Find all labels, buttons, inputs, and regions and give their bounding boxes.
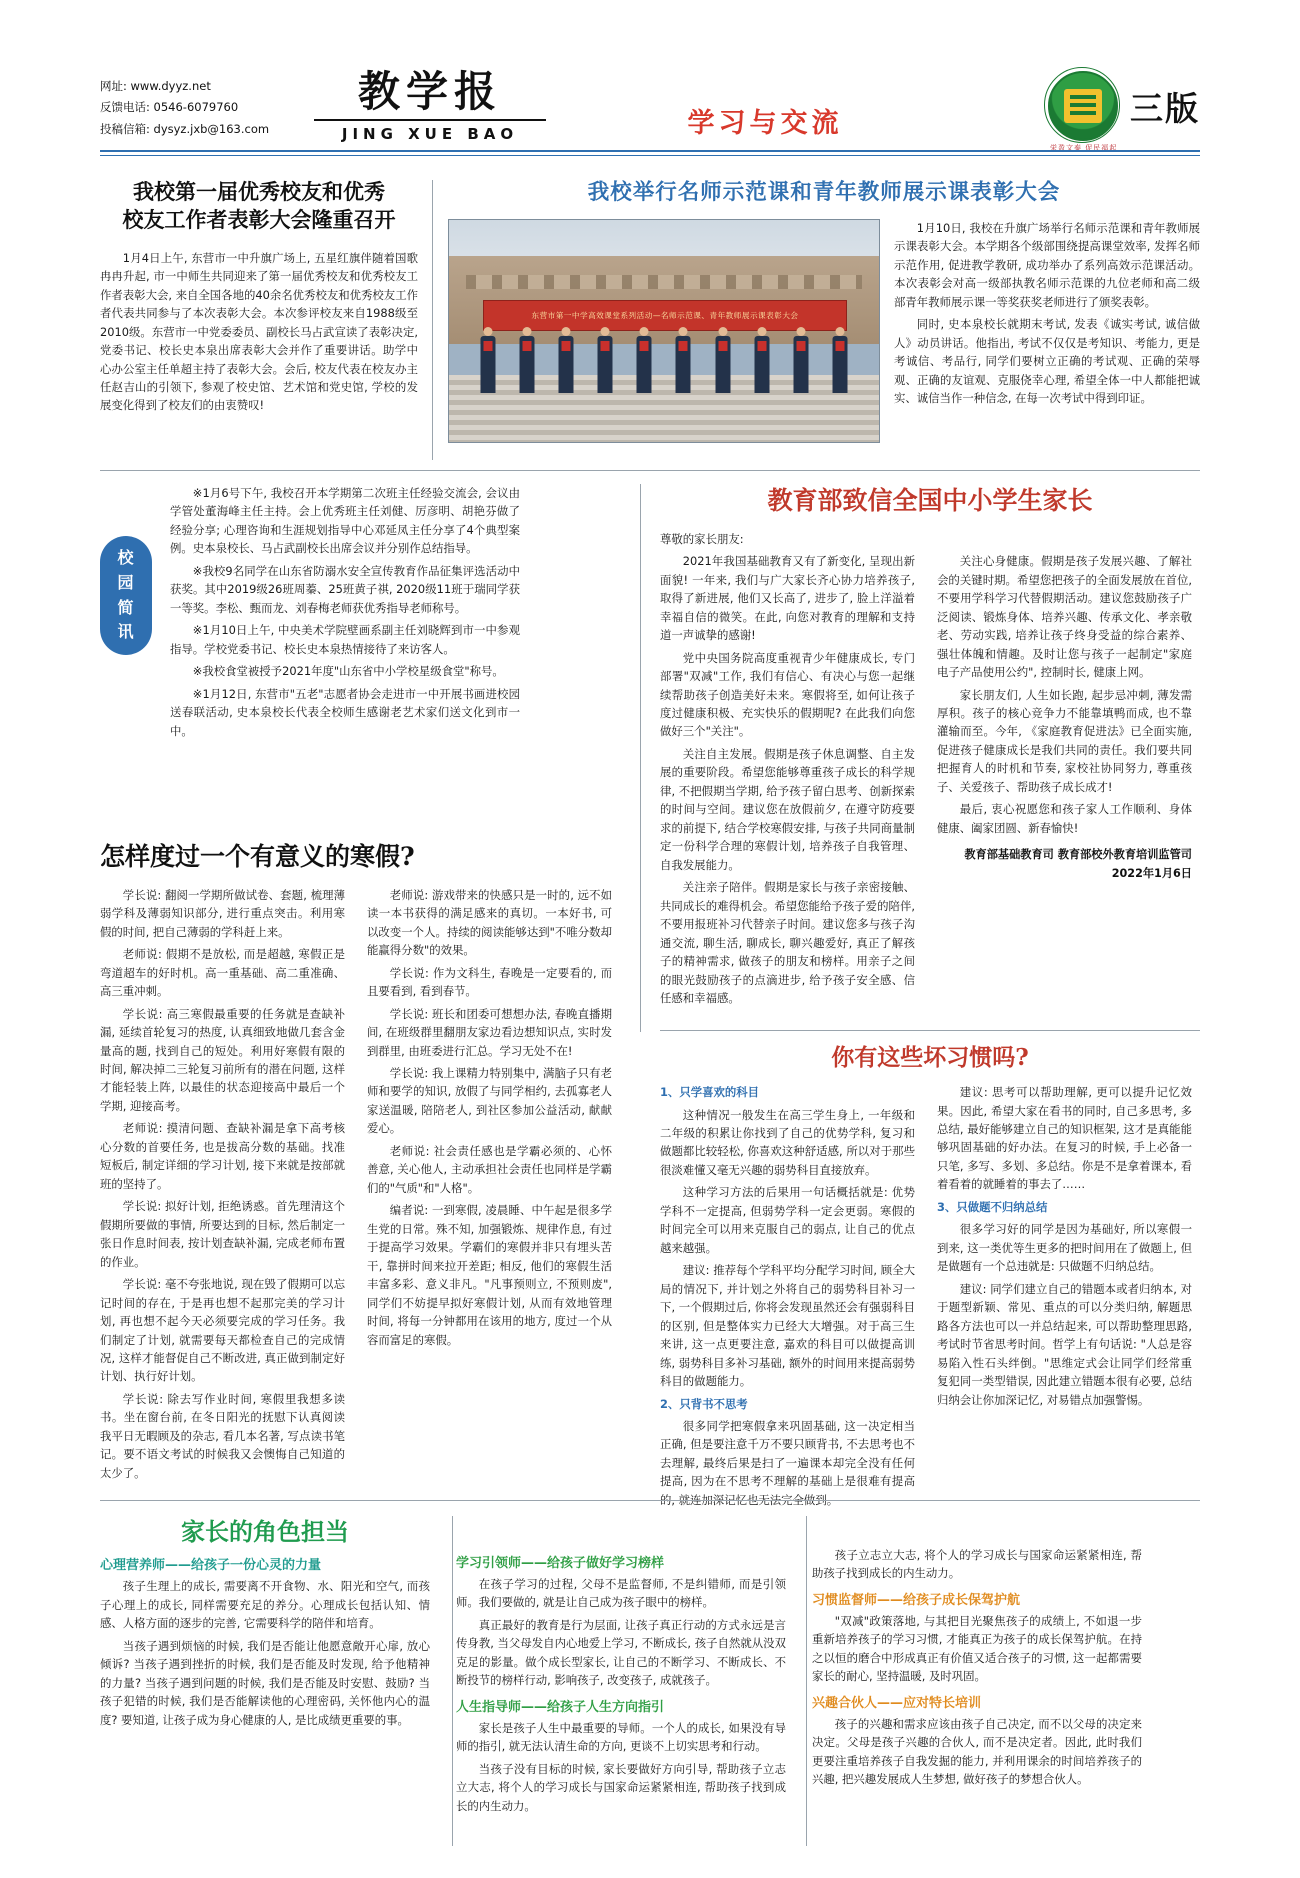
habit-head: 2、只背书不思考 — [660, 1396, 748, 1411]
campus-brief-item: ※1月12日, 东营市"五老"志愿者协会走进市一中开展书画进校园送春联活动, 史本泉校长代表全校师生感谢老艺术家们送文化到市一中。 — [170, 686, 520, 738]
campus-brief-item: ※我校食堂被授予2021年度"山东省中小学校星级食堂"称号。 — [192, 664, 504, 679]
article-alumni-title: 我校第一届优秀校友和优秀 校友工作者表彰大会隆重召开 — [122, 179, 396, 233]
winter-para: 老师说: 社会责任感也是学霸必须的、心怀善意, 关心他人, 主动承担社会责任也同样是学霸们的"气质"和"人格"。 — [367, 1143, 612, 1195]
article-alumni — [100, 178, 418, 419]
parents-para: 家长是孩子人生中最重要的导师。一个人的成长, 如果没有导师的指引, 就无法认清生命的方向, 更谈不上切实思考和行动。 — [456, 1720, 786, 1754]
masthead — [100, 60, 1200, 152]
page-number: 三版 — [1130, 88, 1200, 128]
campus-brief-item: ※1月6号下午, 我校召开本学期第二次班主任经验交流会, 会议由学管处董海峰主任主持。会上优秀班主任刘健、厉彦明、胡艳芬做了经验分享; 心理咨询和生涯规划指导中心邓延凤主任分享了4个典型案例。史本泉校长、马占武副校长出席会议并分别作总结指导。 — [170, 486, 520, 556]
habit-head: 3、只做题不归纳总结 — [937, 1199, 1048, 1214]
parents-section-head: 心理营养师——给孩子一份心灵的力量 — [100, 1558, 322, 1574]
winter-para: 老师说: 游戏带来的快感只是一时的, 远不如读一本书获得的满足感来的真切。一本好书, 可以改变一个人。持续的阅读能够达到"不唯分数却能赢得分数"的效果。 — [367, 887, 612, 958]
masthead-right — [970, 71, 1200, 152]
photo-banner-text: 东营市第一中学高效课堂系列活动—名师示范课、青年教师展示课表彰大会 — [483, 300, 846, 331]
winter-para: 学长说: 我上课精力特别集中, 满脑子只有老师和要学的知识, 放假了与同学相约, 去孤寡老人家送温暖, 陪陪老人, 到社区参加公益活动, 献献爱心。 — [367, 1065, 612, 1136]
habit-para: 建议: 推荐每个学科平均分配学习时间, 顾全大局的情况下, 并计划之外将自己的弱势科目补习一下, 一个假期过后, 你将会发现虽然还会有强弱科目的区别, 但是整体实力已经大大增强。对于高三生来讲, 这一点更要注意, 嘉欢的科目可以做提高训练, 弱势科目多补习基础, 额外的时间用来提高弱势科目的做题能力。 — [660, 1263, 915, 1389]
section-rule-2 — [660, 1030, 1200, 1031]
school-logo-icon — [1048, 71, 1118, 152]
section-rule-1 — [100, 470, 1200, 471]
moe-para: 关注亲子陪伴。假期是家长与孩子亲密接触、共同成长的难得机会。希望您能给予孩子爱的陪伴, 不要用报班补习代替亲子时间。建议您多与孩子沟通交流, 聊生活, 聊成长, 聊兴趣爱好, 真正了解孩子的精神需求, 做孩子的朋友和榜样。用亲子之间的眼光鼓励孩子的点滴进步, 给予孩子安全感、信任感和幸福感。 — [660, 880, 915, 1005]
parents-para: 孩子立志立大志, 将个人的学习成长与国家命运紧紧相连, 帮助孩子找到成长的内生动力。 — [812, 1548, 1142, 1581]
article-parents-role-title: 家长的角色担当 — [181, 1517, 349, 1546]
habit-para: 这种学习方法的后果用一句话概括就是: 优势学科不一定提高, 但弱势学科一定会更弱。寒假的时间完全可以用来克服自己的弱点, 让自己的优点越来越强。 — [660, 1185, 915, 1255]
parents-section-head: 学习引领师——给孩子做好学习榜样 — [456, 1556, 665, 1571]
campus-brief — [100, 484, 520, 744]
masthead-contact-info — [100, 72, 300, 140]
website-label: 网址: www.dyyz.net — [100, 79, 211, 94]
column-divider-3 — [452, 1516, 453, 1846]
article-winter-vacation-title: 怎样度过一个有意义的寒假? — [100, 842, 415, 871]
feedback-phone-label: 反馈电话: 0546-6079760 — [100, 100, 239, 115]
winter-para: 老师说: 摸清问题、查缺补漏是拿下高考核心分数的首要任务, 也是拔高分数的基础。找准短板后, 制定详细的学习计划, 接下来就是按部就班的坚持了。 — [100, 1121, 345, 1191]
newspaper-title — [300, 66, 560, 144]
article-moe-letter-title: 教育部致信全国中小学生家长 — [767, 486, 1093, 515]
masthead-rule — [100, 150, 1200, 152]
article-teaching-award-title: 我校举行名师示范课和青年教师展示课表彰大会 — [587, 180, 1061, 205]
campus-brief-item: ※我校9名同学在山东省防溺水安全宣传教育作品征集评选活动中获奖。其中2019级26班周蓁、25班黄子祺, 2020级11班于瑞同学获一等奖。李松、甄而龙、刘春梅老师获优秀指导老师称号。 — [170, 563, 520, 615]
moe-para: 党中央国务院高度重视青少年健康成长, 专门部署"双减"工作, 我们有信心、有决心与您一起继续帮助孩子创造美好未来。寒假将至, 如何让孩子度过健康积极、充实快乐的假期呢? 在此我们向您做好三个"关注"。 — [660, 650, 915, 739]
winter-para: 学长说: 高三寒假最重要的任务就是查缺补漏, 延续首轮复习的热度, 认真细致地做几套含金量高的题, 找到自己的短处。利用好寒假有限的时间, 解决掉二三轮复习前所有的潜在问题, 这样才能轻装上阵, 以最佳的状态迎接高中最后一个学期, 迎接高考。 — [100, 1006, 345, 1113]
parents-para: 孩子生理上的成长, 需要离不开食物、水、阳光和空气, 而孩子心理上的成长, 同样需要充足的养分。心理成长包括认知、情感、人格方面的逐步的完善, 它需要科学的陪伴和培育。 — [100, 1579, 430, 1631]
parents-para: 当孩子没有目标的时候, 家长要做好方向引导, 帮助孩子立志立大志, 将个人的学习成长与国家命运紧紧相连, 帮助孩子找到成长的内生动力。 — [456, 1761, 786, 1813]
campus-brief-label: 校 园 简 讯 — [100, 536, 152, 655]
section-rule-3 — [100, 1500, 1200, 1501]
parents-para: 真正最好的教育是行为层面, 让孩子真正行动的方式永远是言传身教, 当父母发自内心地爱上学习, 不断成长, 孩子自然就从没双克足的影量。做个成长型家长, 让自己的不断学习、不断成长、不断投节的榜样行动, 影响孩子, 改变孩子, 成就孩子。 — [456, 1617, 786, 1688]
column-divider-1 — [432, 180, 433, 460]
habit-para: 建议: 同学们建立自己的错题本或者归纳本, 对于题型新颖、常见、重点的可以分类归纳, 解题思路各方法也可以一并总结起来, 可以帮助整理思路, 考试时节省思考时间。哲学上有句话说: "人总是容易陷入性石头绊倒。"思维定式会让同学们经常重复犯同一类型错误, 因此建立错题本很有必要, 总结归纳会让你加深记忆, 对易错点加强警惕。 — [937, 1281, 1192, 1407]
parents-section-head: 习惯监督师——给孩子成长保驾护航 — [812, 1592, 1021, 1608]
winter-para: 学长说: 作为文科生, 春晚是一定要看的, 而且要看到, 看到春节。 — [367, 965, 612, 999]
campus-brief-item: ※1月10日上午, 中央美术学院壁画系副主任刘晓辉到市一中参观指导。学校党委书记、校长史本泉热情接待了来访客人。 — [170, 623, 520, 656]
parents-para: 孩子的兴趣和需求应该由孩子自己决定, 而不以父母的决定来决定。父母是孩子兴趣的合伙人, 而不是决定者。因此, 此时我们更要注重培养孩子自我发掘的能力, 并利用课余的时间培养孩子的兴趣, 把兴趣发展成人生梦想, 做好孩子的梦想合伙人。 — [812, 1716, 1142, 1787]
moe-sign-date: 2022年1月6日 — [1111, 867, 1192, 881]
article-alumni-body: 1月4日上午, 东营市一中升旗广场上, 五星红旗伴随着国歌冉冉升起, 市一中师生共同迎来了第一届优秀校友和优秀校友工作者表彰大会, 来自全国各地的40余名优秀校友和优秀校友工作者代表共同参与了本次表彰大会。本次参评校友来自1988级至2010级。东营市一中党委委员、副校长马占武宣读了表彰决定, 党委书记、校长史本泉出席表彰大会并作了重要讲话。助学中心办公室主任单超主持了表彰大会。会后, 校友代表在校友办主任赵吉山的引领下, 参观了校史馆、艺术馆和党史馆, 学校的发展变化得到了校友们的由衷赞叹! — [100, 250, 418, 413]
parents-section-head: 人生指导师——给孩子人生方向指引 — [456, 1699, 665, 1715]
winter-para: 学长说: 班长和团委可想想办法, 春晚直播期间, 在班级群里翻朋友家边看边想知识点, 实时发到群里, 由班委进行汇总。学习无处不在! — [367, 1006, 612, 1058]
newspaper-title-cn: 教学报 — [357, 66, 502, 116]
newspaper-title-en: JING XUE BAO — [341, 125, 519, 144]
moe-salutation: 尊敬的家长朋友: — [660, 531, 744, 546]
winter-para: 老师说: 假期不是放松, 而是超越, 寒假正是弯道超车的好时机。高一重基础、高二重准确、高三重冲刺。 — [100, 947, 345, 999]
habit-head: 1、只学喜欢的科目 — [660, 1085, 760, 1100]
parents-para: 当孩子遇到烦恼的时候, 我们是否能让他愿意敞开心扉, 放心倾诉? 当孩子遇到挫折的时候, 我们是否能及时发现, 给予他精神的力量? 当孩子遇到问题的时候, 我们是否能及时安慰、鼓励? 当孩子犯错的时候, 我们是否能解读他的心理密码, 关怀他内心的温度? 要知道, 让孩子成为身心健康的人, 是比成绩更重要的事。 — [100, 1638, 430, 1727]
moe-para: 关注自主发展。假期是孩子休息调整、自主发展的重要阶段。希望您能够尊重孩子成长的科学规律, 不把假期当学期, 给予孩子留白思考、创新探索的时间与空间。建议您在放假前夕, 在遵守防疫要求的前提下, 结合学校寒假安排, 与孩子共同商量制定一份科学合理的寒假计划, 培养孩子自我管理、自我发展能力。 — [660, 746, 915, 872]
moe-para: 关注心身健康。假期是孩子发展兴趣、了解社会的关键时期。希望您把孩子的全面发展放在首位, 不要用学科学习代替假期活动。建议您鼓励孩子广泛阅读、锻炼身体、培养兴趣、传承文化、孝亲敬老、劳动实践, 培养让孩子终身受益的综合素养、强壮体魄和情趣。及时让您与孩子一起制定"家庭电子产品使用公约", 控制时长, 健康上网。 — [937, 554, 1192, 680]
moe-sign-org: 教育部基础教育司 教育部校外教育培训监管司 — [964, 848, 1192, 862]
article-winter-vacation — [100, 840, 620, 1486]
winter-para: 学长说: 毫不夸张地说, 现在毁了假期可以忘记时间的存在, 于是再也想不起那完美的学习计划, 再也想不起今天必须要完成的学习任务。我们制定了计划, 就需要每天都检查自己的完成情况, 这样才能督促自己不断改进, 真正做到制定好计划、执行好计划。 — [100, 1277, 345, 1384]
article-teaching-award-p2: 同时, 史本泉校长就期末考试, 发表《诚实考试, 诚信做人》动员讲话。他指出, 考试不仅仅是考知识、考能力, 更是考诚信、考品行, 同学们要树立正确的考试观、正确的荣辱观、正确的友谊观、克服侥幸心理, 希望全体一中人都能把诚实、诚信当作一种信念, 在每一次考试中得到印证。 — [894, 317, 1200, 406]
submission-mail-label: 投稿信箱: dysyz.jxb@163.com — [100, 121, 270, 136]
article-moe-letter — [660, 484, 1200, 1011]
winter-para: 学长说: 除去写作业时间, 寒假里我想多读书。坐在窗台前, 在冬日阳光的抚慰下认真阅读我平日无暇顾及的杂志, 看几本名著, 写点读书笔记。要不语文考试的时候我又会懊悔自己知道的太少了。 — [100, 1391, 345, 1480]
moe-para: 2021年我国基础教育又有了新变化, 呈现出新面貌! 一年来, 我们与广大家长齐心协力培养孩子, 取得了新进展, 他们又长高了, 进步了, 脸上洋溢着幸福自信的微笑。在此, 向您对教育的理解和支持道一声诚挚的感谢! — [660, 554, 915, 643]
habit-para: 很多学习好的同学是因为基础好, 所以寒假一到来, 这一类优等生更多的把时间用在了做题上, 但是做题有一个总违就是: 只做题不归纳总结。 — [937, 1222, 1192, 1274]
article-teaching-award-p1: 1月10日, 我校在升旗广场举行名师示范课和青年教师展示课表彰大会。本学期各个级部围绕提高课堂效率, 发挥名师示范作用, 促进教学教研, 成功举办了系列高效示范课活动。本次表彰会对高一级部执教名师示范课的九位老师和高二级部青年教师展示课一等奖获奖老师进行了颁奖表彰。 — [894, 221, 1200, 309]
moe-para: 最后, 衷心祝愿您和孩子家人工作顺利、身体健康、阖家团圆、新春愉快! — [937, 802, 1192, 835]
habit-para: 很多同学把寒假拿来巩固基础, 这一决定相当正确, 但是要注意千万不要只顾背书, 不去思考也不去理解, 最终后果是扫了一遍课本却完全没有任何提高, 因为在不思考不理解的基础上是很难有提高的, 就连加深记忆也无法完全做到。 — [660, 1419, 915, 1507]
article-teaching-award — [448, 178, 1200, 443]
winter-para: 编者说: 一到寒假, 凌晨睡、中午起是很多学生党的日常。殊不知, 加强锻炼、规律作息, 有过于提高学习效果。学霸们的寒假并非只有埋头苦干, 靠拼时间来拉开差距; 相反, 他们的寒假生活丰富多彩、意义非凡。"凡事预则立, 不预则废", 同学们不妨提早拟好寒假计划, 从而有效地管理时间, 将每一分钟都用在该用的地方, 度过一个从容而富足的寒假。 — [367, 1203, 612, 1347]
logo-caption: 栄盈文泰 促民福起 — [1050, 144, 1118, 152]
parents-section-head: 兴趣合伙人——应对特长培训 — [812, 1695, 982, 1711]
award-ceremony-photo — [448, 219, 880, 443]
habit-para: 建议: 思考可以帮助理解, 更可以提升记忆效果。因此, 希望大家在看书的同时, 自己多思考, 多总结, 最好能够建立自己的知识框架, 这才是真能能够巩固基础的好办法。在复习的时候, 手上必备一只笔, 多写、多划、多总结。你是不是拿着课本, 看着看着的就睡着的事去了…… — [937, 1085, 1192, 1192]
winter-para: 学长说: 翻阅一学期所做试卷、套题, 梳理薄弱学科及薄弱知识部分, 进行重点突击。利用寒假的时间, 把自己薄弱的学科赶上来。 — [100, 887, 345, 939]
moe-para: 家长朋友们, 人生如长跑, 起步忌冲刺, 薄发需厚积。孩子的核心竞争力不能靠填鸭而成, 也不靠灌输而至。今年, 《家庭教育促进法》已全面实施, 促进孩子健康成长是我们共同的责任。我们要共同把握育人的时机和节奏, 家校社协同努力, 尊重孩子、关爱孩子、帮助孩子成长成才! — [937, 687, 1192, 794]
column-divider-4 — [806, 1516, 807, 1846]
title-divider — [314, 119, 546, 121]
article-bad-habits — [660, 1042, 1200, 1513]
article-bad-habits-title: 你有这些坏习惯吗? — [831, 1044, 1029, 1071]
winter-para: 学长说: 拟好计划, 拒绝诱惑。首先理清这个假期所要做的事情, 所要达到的目标, 然后制定一张日作息时间表, 按计划查缺补漏, 完成老师布置的作业。 — [100, 1199, 345, 1269]
article-parents-role — [100, 1516, 1200, 1819]
parents-para: "双减"政策落地, 与其把目光聚焦孩子的成绩上, 不如退一步重新培养孩子的学习习惯, 才能真正为孩子的成长保驾护航。在持之以恒的磨合中形成真正有价值又适合孩子的习惯, 这一起都需要家长的耐心, 坚持温暖, 及时巩固。 — [812, 1613, 1142, 1684]
section-title: 学习与交流 — [687, 107, 843, 139]
parents-para: 在孩子学习的过程, 父母不是监督师, 不是纠错师, 而是引领师。我们要做的, 就是让自己成为孩子眼中的榜样。 — [456, 1577, 786, 1610]
column-divider-2 — [640, 484, 641, 1032]
habit-para: 这种情况一般发生在高三学生身上, 一年级和二年级的积累让你找到了自己的优势学科, 复习和做题都比较轻松, 你喜欢这种舒适感, 所以对于那些很淡难懂又毫无兴趣的弱势科目直接放弃。 — [660, 1107, 915, 1177]
